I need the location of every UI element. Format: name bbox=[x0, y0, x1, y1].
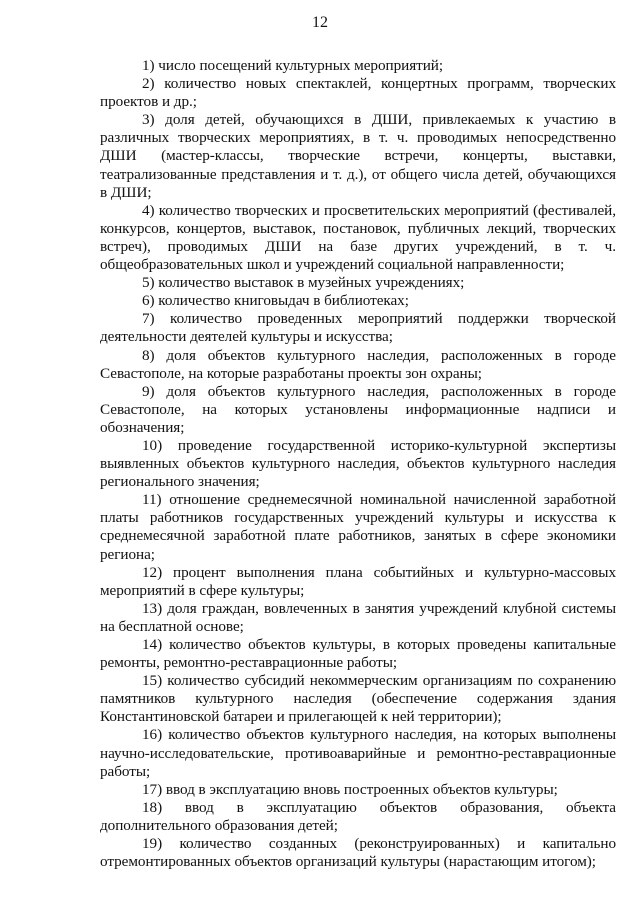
list-item: 13) доля граждан, вовлеченных в занятия учреждений клубной системы на бесплатной основе; bbox=[100, 599, 616, 635]
page-number: 12 bbox=[312, 14, 328, 31]
list-item: 2) количество новых спектаклей, концертных программ, творческих проектов и др.; bbox=[100, 75, 616, 111]
list-item: 17) ввод в эксплуатацию вновь построенных объектов культуры; bbox=[142, 780, 558, 798]
list-item: 4) количество творческих и просветительских мероприятий (фестивалей, конкурсов, концертов, выставок, постановок, публичных лекций, творческих встреч), проводимых ДШИ на базе других учреждений, в т. ч. общеобразовательных школ и учреждений социальной направленности; bbox=[100, 201, 616, 274]
list-item: 10) проведение государственной историко-культурной экспертизы выявленных объектов культурного наследия, объектов культурного наследия регионального значения; bbox=[100, 436, 616, 491]
list-item: 3) доля детей, обучающихся в ДШИ, привлекаемых к участию в различных творческих мероприятиях, в т. ч. проводимых непосредственно ДШИ (мастер-классы, творческие встречи, концерты, выставки, театрализованные представления и т. д.), от общего числа детей, обучающихся в ДШИ; bbox=[100, 111, 616, 201]
indicator-list bbox=[100, 57, 616, 871]
list-item: 6) количество книговыдач в библиотеках; bbox=[142, 292, 409, 310]
list-item: 8) доля объектов культурного наследия, расположенных в городе Севастополе, на которые разработаны проекты зон охраны; bbox=[100, 346, 616, 382]
list-item: 5) количество выставок в музейных учреждениях; bbox=[142, 274, 465, 292]
list-item: 14) количество объектов культуры, в которых проведены капитальные ремонты, ремонтно-реставрационные работы; bbox=[100, 636, 616, 672]
list-item: 1) число посещений культурных мероприятий; bbox=[142, 57, 444, 74]
list-item: 19) количество созданных (реконструированных) и капитально отремонтированных объектов организаций культуры (нарастающим итогом); bbox=[100, 835, 616, 871]
list-item: 18) ввод в эксплуатацию объектов образования, объекта дополнительного образования детей; bbox=[100, 798, 616, 834]
list-item: 11) отношение среднемесячной номинальной начисленной заработной платы работников государственных учреждений культуры и искусства к среднемесячной заработной плате работников, занятых в сфере экономики региона; bbox=[100, 491, 616, 563]
list-item: 15) количество субсидий некоммерческим организациям по сохранению памятников культурного наследия (обеспечение содержания здания Константиновской батареи и прилегающей к ней территории); bbox=[100, 672, 616, 726]
list-item: 12) процент выполнения плана событийных и культурно-массовых мероприятий в сфере культуры; bbox=[100, 563, 616, 599]
list-item: 7) количество проведенных мероприятий поддержки творческой деятельности деятелей культуры и искусства; bbox=[100, 310, 616, 346]
list-item: 16) количество объектов культурного наследия, на которых выполнены научно-исследовательские, противоаварийные и ремонтно-реставрационные работы; bbox=[100, 726, 616, 780]
list-item: 9) доля объектов культурного наследия, расположенных в городе Севастополе, на которых установлены информационные надписи и обозначения; bbox=[100, 382, 616, 436]
